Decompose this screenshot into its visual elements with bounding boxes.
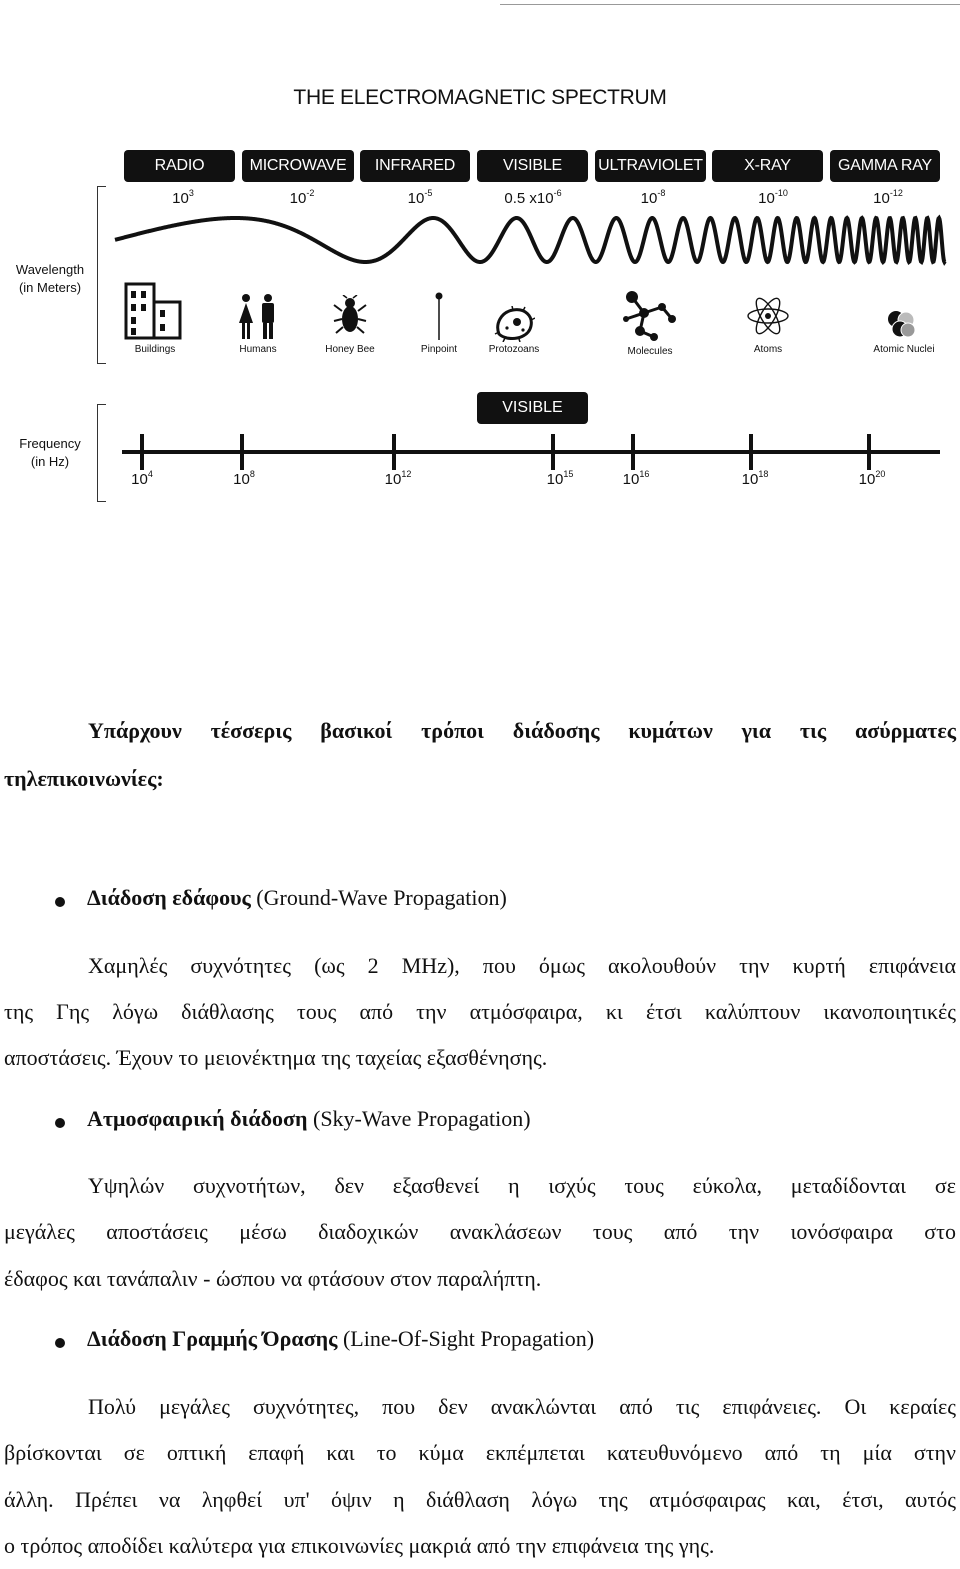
- frequency-tick: [392, 434, 396, 470]
- frequency-label: $10^{12}$: [384, 469, 412, 488]
- bullet: [55, 1338, 65, 1348]
- paragraph-line: άλλη. Πρέπει να ληφθεί υπ' όψιν η διάθλαση λόγω της ατμόσφαιρας και, έτσι, αυτός: [4, 1487, 956, 1512]
- paragraph-line: ο τρόπος αποδίδει καλύτερα για επικοινωνίες μακριά από την επιφάνεια της γης.: [4, 1533, 715, 1558]
- paragraph-line: βρίσκονται σε οπτική επαφή και το κύμα εκπέμπεται κατευθυνόμενο από τη μία στην: [4, 1440, 956, 1465]
- frequency-label: $10^{18}$: [741, 469, 769, 488]
- intro-line-1: Υπάρχουν τέσσερις βασικοί τρόποι διάδοσης κυμάτων για τις ασύρματες: [88, 718, 956, 743]
- object-label-pinpoint: Pinpoint: [420, 344, 458, 355]
- object-label-buildings: Buildings: [134, 344, 176, 355]
- paragraph-line: Χαμηλές συχνότητες (ως 2 MHz), που όμως ακολουθούν την κυρτή επιφάνεια: [88, 953, 956, 978]
- wavelength-label: $10^{-12}$: [873, 188, 903, 207]
- honey-bee-icon: [333, 295, 367, 335]
- band-infrared: INFRARED: [360, 150, 470, 182]
- paragraph-line: της Γης λόγω διάθλασης τους από την ατμόσφαιρα, κι έτσι καλύπτουν ικανοποιητικές: [4, 999, 956, 1024]
- protozoan-icon: [493, 306, 535, 342]
- wave-graphic: [110, 200, 950, 280]
- atomic-nucleus-icon: [884, 308, 918, 340]
- wavelength-label: $10^{-2}$: [289, 188, 315, 207]
- bullet: [55, 897, 65, 907]
- band-microwave: MICROWAVE: [242, 150, 354, 182]
- wavelength-bracket: [97, 186, 106, 364]
- band-visible: VISIBLE: [477, 150, 588, 182]
- paragraph-line: έδαφος και τανάπαλιν - ώσπου να φτάσουν στον παραλήπτη.: [4, 1266, 542, 1291]
- frequency-tick: [631, 434, 635, 470]
- bullet: [55, 1118, 65, 1128]
- em-spectrum-figure: [0, 0, 960, 520]
- band-gamma-ray: GAMMA RAY: [830, 150, 940, 182]
- paragraph-line: Υψηλών συχνοτήτων, δεν εξασθενεί η ισχύς τους εύκολα, μεταδίδονται σε: [88, 1173, 956, 1198]
- frequency-axis-label: Frequency (in Hz): [19, 436, 81, 469]
- section-heading-sky-wave: Ατμοσφαιρική διάδοση (Sky-Wave Propagation): [87, 1106, 531, 1131]
- band-radio: RADIO: [124, 150, 235, 182]
- frequency-label: $10^{16}$: [622, 469, 650, 488]
- paragraph-line: μεγάλες αποστάσεις μέσω διαδοχικών ανακλάσεων τους από την ιονόσφαιρα στο: [4, 1219, 956, 1244]
- wavelength-label: $10^{-10}$: [758, 188, 788, 207]
- humans-icon: [236, 293, 280, 341]
- wavelength-label: $10^3$: [172, 188, 194, 207]
- paragraph-line: Πολύ μεγάλες συχνότητες, που δεν ανακλώνται από τις επιφάνειες. Οι κεραίες: [88, 1394, 956, 1419]
- frequency-tick: [551, 434, 555, 470]
- frequency-axis-line: [122, 450, 940, 454]
- frequency-label: $10^{20}$: [858, 469, 886, 488]
- section-heading-ground-wave: Διάδοση εδάφους (Ground-Wave Propagation): [87, 885, 507, 910]
- band-xray: X-RAY: [712, 150, 823, 182]
- wavelength-label: $10^{-8}$: [640, 188, 666, 207]
- figure-title: THE ELECTROMAGNETIC SPECTRUM: [293, 86, 667, 109]
- frequency-bracket: [97, 404, 106, 502]
- section-heading-line-of-sight: Διάδοση Γραμμής Όρασης (Line-Of-Sight Propagation): [87, 1326, 595, 1351]
- frequency-tick: [867, 434, 871, 470]
- object-label-atomic-nuclei: Atomic Nuclei: [873, 344, 935, 355]
- frequency-tick: [749, 434, 753, 470]
- frequency-label: $10^{15}$: [546, 469, 574, 488]
- frequency-label: $10^4$: [131, 469, 153, 488]
- pinpoint-icon: [433, 290, 445, 342]
- paragraph-line: αποστάσεις. Έχουν το μειονέκτημα της ταχείας εξασθένησης.: [4, 1045, 548, 1070]
- object-label-molecules: Molecules: [627, 346, 673, 357]
- intro-line-2: τηλεπικοινωνίες:: [4, 766, 164, 791]
- object-label-honey-bee: Honey Bee: [325, 344, 375, 355]
- atom-icon: [746, 294, 790, 338]
- frequency-label: $10^8$: [233, 469, 255, 488]
- wavelength-axis-label: Wavelength (in Meters): [15, 262, 85, 295]
- molecule-icon: [620, 289, 678, 343]
- buildings-icon: [124, 282, 184, 340]
- object-label-protozoans: Protozoans: [488, 344, 540, 355]
- frequency-tick: [140, 434, 144, 470]
- wavelength-label: 0.5 $x10^{-6}$: [504, 188, 562, 207]
- frequency-tick: [240, 434, 244, 470]
- object-label-humans: Humans: [239, 344, 277, 355]
- wavelength-label: $10^{-5}$: [407, 188, 433, 207]
- visible-frequency-marker: VISIBLE: [477, 392, 588, 424]
- object-label-atoms: Atoms: [753, 344, 783, 355]
- band-ultraviolet: ULTRAVIOLET: [595, 150, 706, 182]
